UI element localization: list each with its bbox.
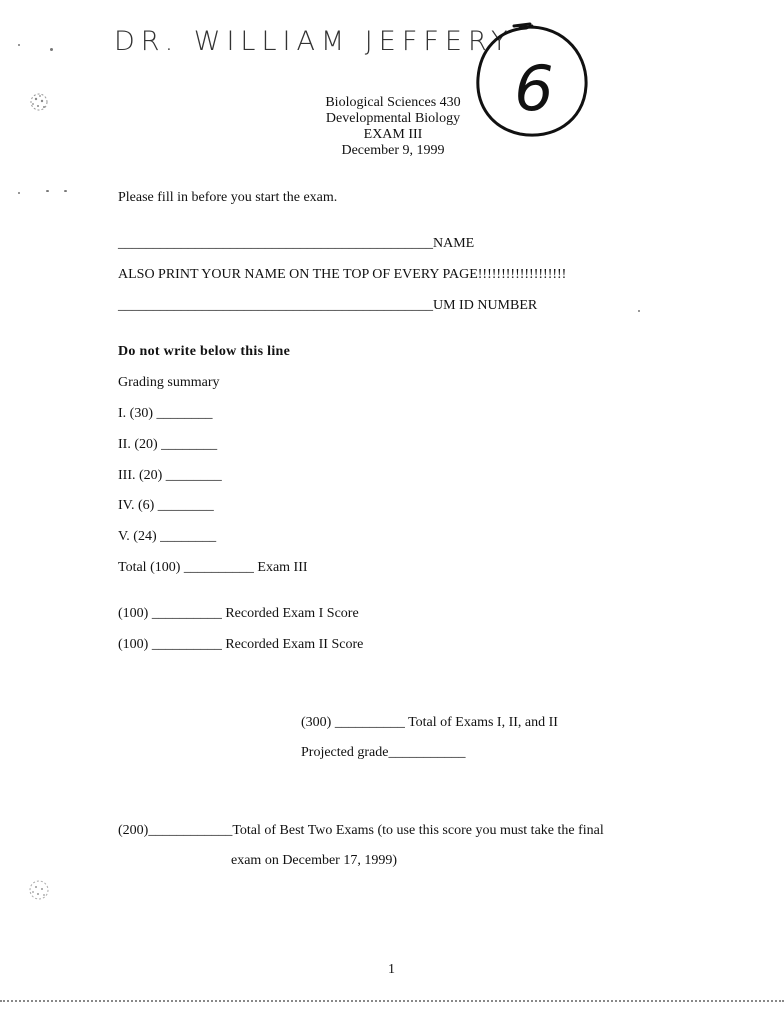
scan-speck — [46, 190, 49, 192]
instruction-text: Please fill in before you start the exam. — [118, 190, 338, 205]
total-exams-row: (300) __________ Total of Exams I, II, and II — [301, 715, 558, 730]
projected-grade-row: Projected grade___________ — [301, 745, 466, 760]
name-blank: _____________________________________________ — [118, 236, 433, 251]
scan-speck — [64, 190, 67, 192]
name-label: NAME — [433, 236, 475, 251]
print-notice: ALSO PRINT YOUR NAME ON THE TOP OF EVERY PAGE!!!!!!!!!!!!!!!!!!! — [118, 267, 567, 282]
punch-hole-mark — [24, 876, 58, 908]
grading-row: V. (24) ________ — [118, 529, 217, 544]
scan-edge — [0, 1000, 784, 1002]
recorded-score-row: (100) __________ Recorded Exam II Score — [118, 637, 364, 652]
course-subtitle: Developmental Biology — [325, 111, 461, 126]
course-title: Biological Sciences 430 — [325, 95, 461, 110]
scan-speck — [638, 310, 640, 312]
grading-row: III. (20) ________ — [118, 468, 222, 483]
exam-title: EXAM III — [363, 127, 423, 142]
best-two-continuation: exam on December 17, 1999) — [231, 853, 397, 868]
id-field — [118, 298, 537, 314]
recorded-score-row: (100) __________ Recorded Exam I Score — [118, 606, 359, 621]
id-label: UM ID NUMBER — [433, 298, 538, 313]
handwritten-name: DR. WILLIAM JEFFERY — [114, 26, 514, 57]
scan-speck — [50, 48, 53, 51]
scan-speck — [18, 44, 20, 46]
grading-row: II. (20) ________ — [118, 437, 218, 452]
circled-score: 6 — [514, 52, 554, 125]
grading-row: IV. (6) ________ — [118, 498, 214, 513]
do-not-write-heading: Do not write below this line — [118, 344, 291, 359]
grading-row: I. (30) ________ — [118, 406, 213, 421]
name-field — [118, 236, 474, 252]
scan-speck — [18, 192, 20, 194]
id-blank: _____________________________________________ — [118, 298, 433, 313]
best-two-row: (200)____________Total of Best Two Exams (to use this score you must take the final — [118, 823, 604, 838]
total-row: Total (100) __________ Exam III — [118, 560, 308, 575]
grading-summary-title: Grading summary — [118, 375, 220, 390]
page-number: 1 — [388, 962, 395, 977]
exam-date: December 9, 1999 — [341, 143, 445, 158]
punch-hole-mark — [24, 88, 58, 120]
